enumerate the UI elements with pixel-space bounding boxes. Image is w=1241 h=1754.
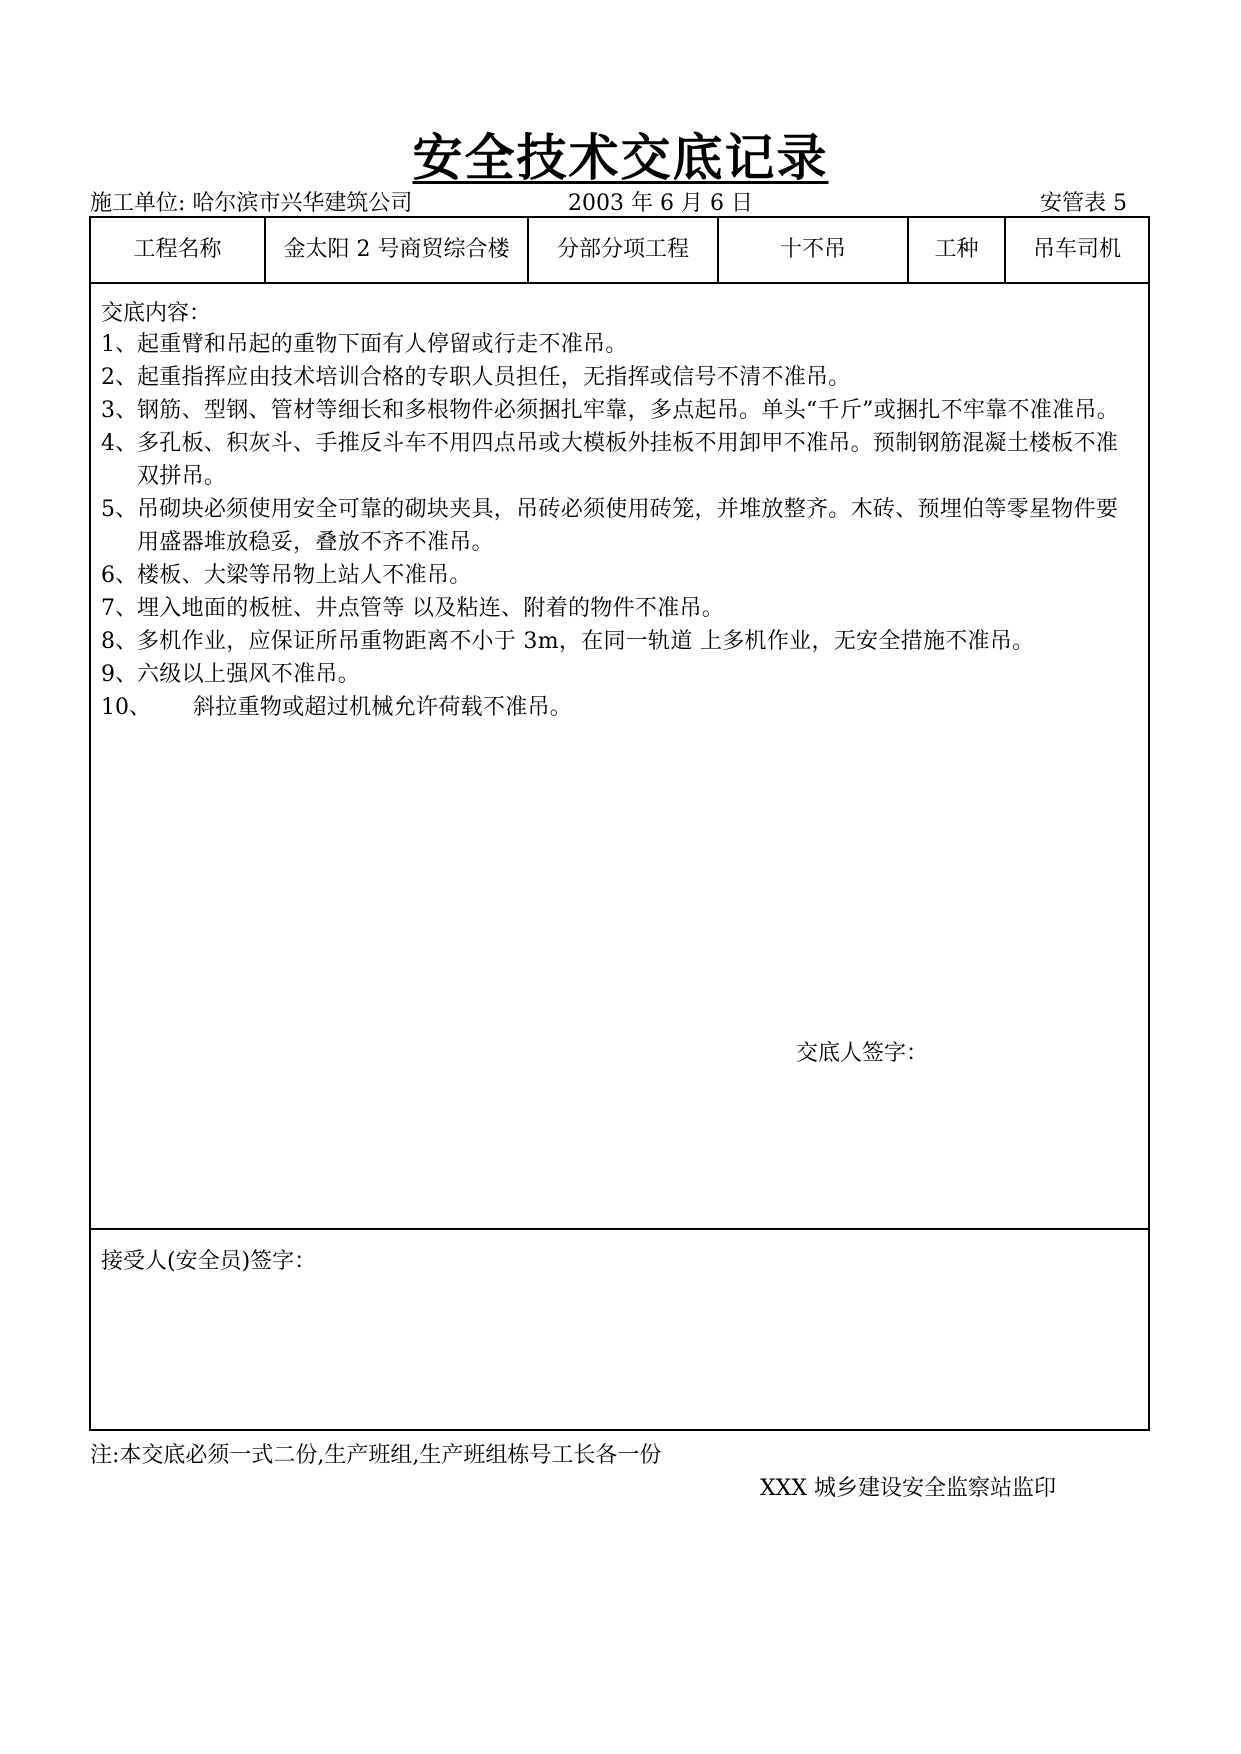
item-text: 钢筋、型钢、管材等细长和多根物件必须捆扎牢靠，多点起吊。单头“千斤”或捆扎不牢靠不准准吊。 <box>137 398 1119 423</box>
list-item <box>101 328 1140 361</box>
page-title: 安全技术交底记录 <box>412 128 829 187</box>
form-number: 安管表 5 <box>1040 191 1127 216</box>
project-name-value: 金太阳 2 号商贸综合楼 <box>266 218 529 282</box>
item-number: 2、 <box>101 365 138 390</box>
project-name-label: 工程名称 <box>91 218 266 282</box>
list-item <box>101 559 1140 592</box>
list-item <box>101 361 1140 394</box>
item-number: 7、 <box>101 596 138 621</box>
briefing-content <box>91 284 1148 1230</box>
list-item <box>101 427 1140 493</box>
item-text: 埋入地面的板桩、井点管等 以及粘连、附着的物件不准吊。 <box>137 596 725 621</box>
item-text: 起重指挥应由技术培训合格的专职人员担任，无指挥或信号不清不准吊。 <box>137 365 851 390</box>
receiver-signature-label: 接受人(安全员)签字： <box>101 1249 317 1274</box>
division-value: 十不吊 <box>719 218 909 282</box>
briefer-signature-label: 交底人签字： <box>796 1041 929 1066</box>
item-text: 多机作业，应保证所吊重物距离不小于 3m，在同一轨道 上多机作业，无安全措施不准吊。 <box>137 629 1035 654</box>
item-text: 多孔板、积灰斗、手推反斗车不用四点吊或大模板外挂板不用卸甲不准吊。预制钢筋混凝土楼板不准双拼吊。 <box>137 431 1119 489</box>
item-number: 6、 <box>101 563 138 588</box>
item-text: 斜拉重物或超过机械允许荷载不准吊。 <box>193 695 573 720</box>
item-text: 楼板、大梁等吊物上站人不准吊。 <box>137 563 472 588</box>
footer-note: 注:本交底必须一式二份,生产班组,生产班组栋号工长各一份 <box>90 1443 662 1468</box>
item-text: 起重臂和吊起的重物下面有人停留或行走不准吊。 <box>137 332 628 357</box>
record-date: 2003 年 6 月 6 日 <box>568 191 753 216</box>
list-item <box>101 691 1140 724</box>
list-item <box>101 592 1140 625</box>
list-item <box>101 394 1140 427</box>
trade-value: 吊车司机 <box>1032 237 1121 262</box>
item-number: 1、 <box>101 332 138 357</box>
construction-unit: 施工单位: 哈尔滨市兴华建筑公司 <box>90 191 413 216</box>
header-row <box>91 218 1148 284</box>
item-number: 3、 <box>101 398 138 423</box>
trade-label: 工种 <box>909 218 1006 282</box>
list-item <box>101 658 1140 691</box>
item-number: 8、 <box>101 629 138 654</box>
receiver-section <box>91 1230 1148 1429</box>
item-text: 六级以上强风不准吊。 <box>137 662 361 687</box>
item-number: 4、 <box>101 431 138 456</box>
list-item <box>101 493 1140 559</box>
item-number: 10、 <box>101 695 151 720</box>
division-label: 分部分项工程 <box>529 218 719 282</box>
record-table <box>89 216 1150 1431</box>
item-number: 9、 <box>101 662 138 687</box>
list-item <box>101 625 1140 658</box>
content-heading: 交底内容： <box>101 301 212 326</box>
item-text: 吊砌块必须使用安全可靠的砌块夹具，吊砖必须使用砖笼，并堆放整齐。木砖、预埋伯等零星物件要用盛器堆放稳妥，叠放不齐不准吊。 <box>137 497 1119 555</box>
supervision-stamp-text: XXX 城乡建设安全监察站监印 <box>760 1476 1056 1501</box>
item-number: 5、 <box>101 497 138 522</box>
briefing-items <box>101 328 1140 724</box>
